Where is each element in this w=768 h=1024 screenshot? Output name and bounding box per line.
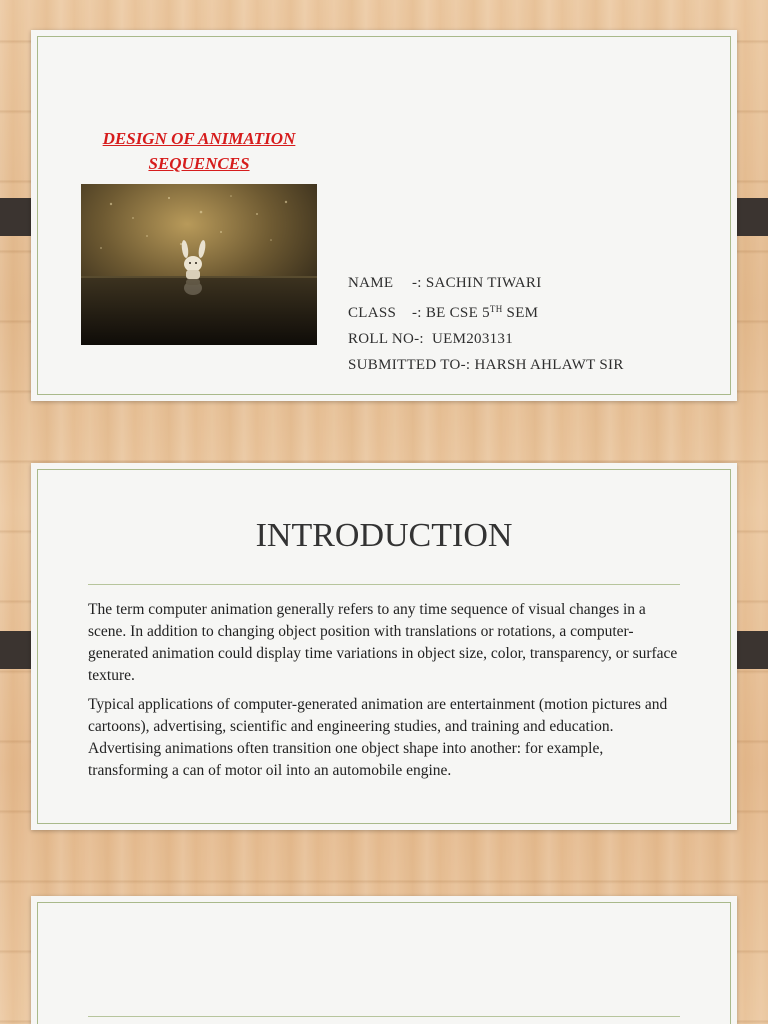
slide-frame [37,902,731,1024]
paragraph: The term computer animation generally refers to any time sequence of visual changes in a scene. In addition to changing object position with translations or rotations, a computer-generated animation could display time variations in object size, color, transparency, or surface texture. [88,601,678,684]
slide-body [88,599,680,789]
slide-next[interactable] [31,896,737,1024]
info-row-class: CLASS -: BE CSE 5TH SEM [348,304,539,321]
info-row-submitted-to: SUBMITTED TO-: HARSH AHLAWT SIR [348,357,624,373]
slide-heading: INTRODUCTION [255,517,513,554]
slide-introduction[interactable] [31,463,737,830]
heading-divider [88,1016,680,1017]
heading-divider [88,584,680,585]
info-row-roll-no: ROLL NO-: UEM203131 [348,331,514,347]
bunny-figure-photo [81,184,317,345]
paragraph: Typical applications of computer-generated animation are entertainment (motion pictures and cartoons), advertising, scientific and engineering studies, and training and education. Advertising animations often transition one object shape into another: for example, transforming a can of motor oil into an automobile engine. [88,696,668,779]
info-row-name: NAME -: SACHIN TIWARI [348,275,542,291]
presentation-title: DESIGN OF ANIMATION SEQUENCES [102,129,296,173]
student-info [348,270,624,378]
bunny-figure-image [81,184,317,345]
slide-title[interactable] [31,30,737,401]
